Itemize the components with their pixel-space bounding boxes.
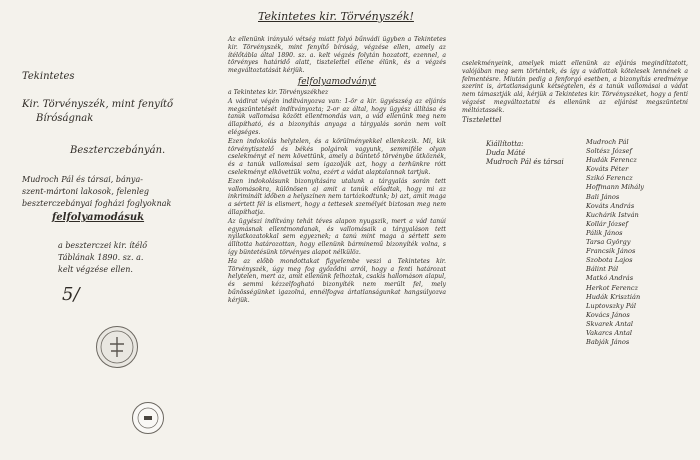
signer-name: Duda Máté	[486, 149, 526, 157]
signatory-name: Vakarcs Antal	[586, 328, 633, 337]
signatory-name: Szobota Lajos	[586, 256, 633, 265]
signatory-name: Mudroch Pál	[586, 138, 629, 146]
parties-line-1: Mudroch Pál és társai, bánya-	[22, 175, 143, 184]
stamp-seal-icon	[97, 327, 137, 367]
body-paragraph: Ezen indokolás helytelen, és a körülményekkel ellenkezik. Mi, kik törvénytisztelő és békés polgárok vagyunk, semmiféle olyan cselekményt el nem követtünk, amely a büntető törvénybe ütköznék, és a tanúk vallomásai sem igazolják azt, hogy a terhünkre rótt cselekményt elkövettük volna, ezért a vádat alaptalannak tartjuk.	[228, 137, 446, 176]
addressee-line-3: Bíróságnak	[36, 113, 94, 124]
section-heading: felfolyamodványt	[297, 76, 377, 87]
signatory-name: Kollár József	[586, 219, 628, 228]
signatory-name: Tarsa György	[586, 238, 631, 247]
signer-block	[486, 140, 564, 167]
signatory-name: Francsik János	[586, 247, 636, 256]
body-paragraph: Ezen indokolásunk bizonyítására utalunk a tárgyalás során tett vallomásokra, különösen a) amit a tanúk előadtak, hogy mi az inkriminált időben a helyszínen nem tartózkodtunk; b) azt, amit maga a sértett fél is elismert, hogy a tettesek személyét biztosan meg nem állapíthatja.	[228, 177, 446, 216]
signatory-name: Hudák Ferencz	[586, 156, 637, 165]
parties-line-2: szent-mártoni lakosok, felenleg	[22, 187, 149, 196]
signatory-name: Bálint Pál	[586, 265, 619, 274]
body-paragraph: Ha az előbb mondottakat figyelembe veszi a Tekintetes kir. Törvényszék, úgy meg fog győződni arról, hogy a fenti határozat helytelen, mert az, amit ellenünk felhoztak, csakis hallomáson alapul, és semmi kézzelfogható bizonyíték nem merült fel, mely bűnösségünket igazolná, ennélfogva ártatlanságunkat hangsúlyozva kérjük.	[228, 257, 446, 304]
addressed-line: a Tekintetes kir. Törvényszékhez	[228, 88, 329, 96]
signatory-name: Matkó András	[586, 274, 634, 283]
archive-stamp	[96, 326, 138, 368]
main-text-column	[228, 36, 446, 456]
signatory-name: Kuchárik István	[586, 210, 639, 219]
signatory-name: Bali János	[586, 192, 620, 201]
signatory-name: Hoffmann Mihály	[586, 183, 645, 192]
page-number: 5/	[62, 284, 80, 305]
signatory-name: Skvarek Antal	[586, 319, 634, 328]
signatory-name: Szikó Ferencz	[586, 174, 633, 183]
closing-salutation: Tisztelettel	[462, 115, 502, 124]
signatory-name: Hudák Krisztián	[586, 292, 641, 301]
subject-heading: felfolyamodásuk	[52, 212, 145, 223]
reference-line-2: Táblának 1890. sz. a.	[58, 253, 144, 262]
addressee-line-2: Kir. Törvényszék, mint fenyítő	[22, 99, 174, 110]
intro-paragraph: Az ellenünk irányuló vétség miatt folyó bűnvádi ügyben a Tekintetes kir. Törvényszék, mint fenyítő bíróság, végzése ellen, amely az ítélőtábla által 1890. sz. a. kelt végzés folytán hozatott, ezennel, a törvényes határidő alatt, tisztelettel ellene élünk, és a végzés megváltoztatását kérjük.	[228, 36, 446, 75]
library-stamp	[132, 402, 164, 434]
addressee-line-1: Tekintetes	[22, 71, 75, 82]
body-paragraph: A vádirat végén indítványozva van: 1-ör a kir. ügyészség az eljárás megszüntetését indítványozta; 2-or az által, hogy ügyész állítása és tanúk vallomása között ellentmondás van, a vád ellenünk meg nem állapítható, és a bizonyítás anyaga a tárgyalás során nem volt elégséges.	[228, 97, 446, 136]
document-title: Tekintetes kir. Törvényszék!	[258, 10, 414, 23]
continuation-paragraph: cselekményeink, amelyek miatt ellenünk az eljárás megindíttatott, valójában meg sem történtek, és így a vádlottak kötelesek lennének a felmentésre. Miután pedig a fenforgó esetben, a bizonyítás eredménye szerint is, ártatlanságunk kétségtelen, és a tanúk vallomásai a vádat nem támasztják alá, kérjük a Tekintetes kir. Törvényszéket, hogy a fenti végzést megváltoztatni és ellenünk az eljárást megszüntetni méltóztassék.	[462, 60, 688, 114]
place-name: Beszterczebányán.	[70, 145, 166, 156]
signatory-name: Kováts Péter	[586, 165, 629, 174]
signatory-name: Luptovszky Pál	[586, 301, 637, 310]
left-address-block	[22, 70, 190, 276]
signer-label: Kiállította:	[486, 140, 524, 148]
signatory-name: Kováts András	[586, 201, 635, 210]
signatory-name: Babják János	[586, 338, 630, 347]
reference-line-3: kelt végzése ellen.	[58, 265, 133, 274]
reference-line-1: a beszterczei kir. ítélő	[58, 241, 148, 250]
signer-role: Mudroch Pál és társai	[486, 158, 564, 166]
body-paragraph: Az ügyészi indítvány tehát téves alapon nyugszik, mert a vád tanúi egymásnak ellentmondanak, és vallomásaik a tárgyaláson tett nyilatkozatokkal sem egyeznek; a tanú mint maga a sértett sem állította határozottan, hogy ellenünk bárminemű bizonyíték volna, s így büntetésünk törvényes alapot nélkülöz.	[228, 217, 446, 256]
signatory-name: Herkot Ferencz	[586, 283, 639, 292]
signatory-name: Kovács János	[586, 310, 630, 319]
signatory-list	[586, 138, 644, 347]
signatory-name: Pálik János	[586, 228, 623, 237]
signatory-name: Soltész József	[586, 147, 632, 156]
parties-line-3: beszterczebányai fogházi foglyoknak	[22, 199, 172, 208]
stamp-mark-icon	[133, 403, 163, 433]
right-text-column	[462, 60, 688, 124]
